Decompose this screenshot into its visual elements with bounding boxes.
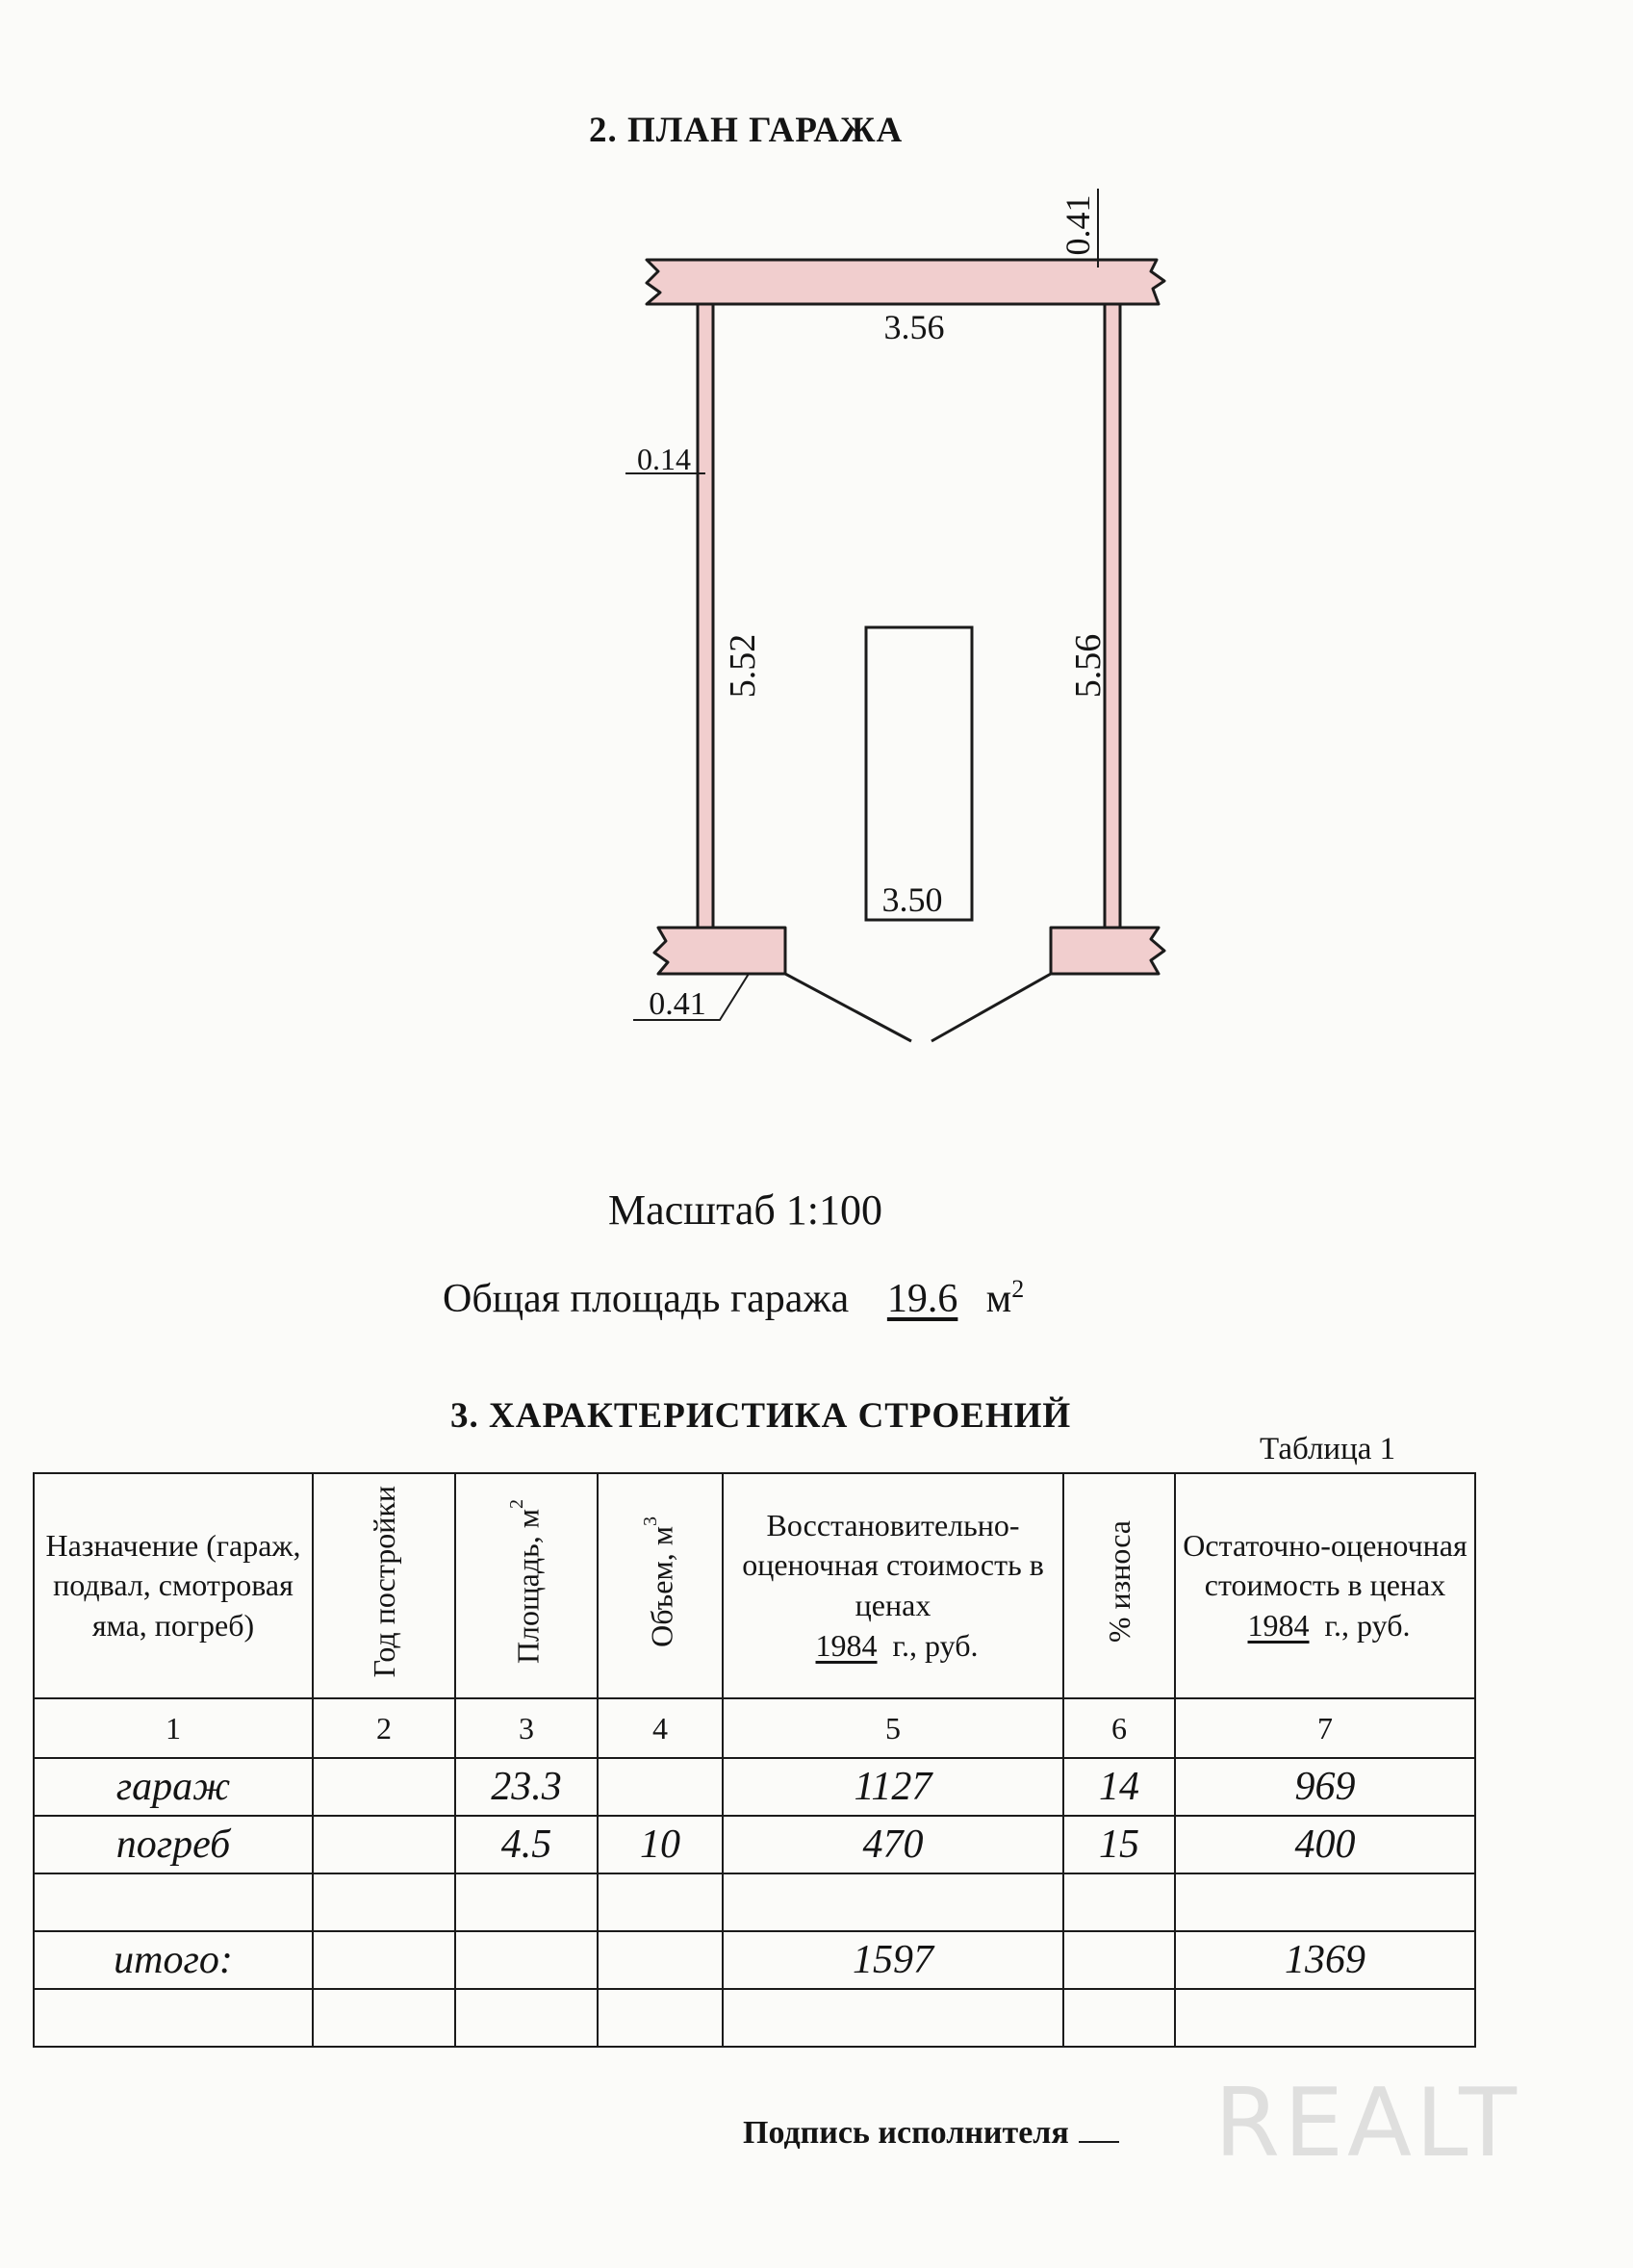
dim-front-wall-thickness: 0.41 [649,986,706,1022]
total-area-unit: м [985,1277,1012,1321]
header-area-label: Площадь, м [511,1509,547,1665]
header-restoration-suffix: г., руб. [892,1627,979,1663]
front-right-wall [1051,928,1164,974]
header-volume-text [639,1516,680,1647]
cell-year [313,1989,455,2047]
cell-wear [1063,1931,1175,1989]
cell-restoration-cost: 1127 [723,1758,1063,1816]
total-area-label: Общая площадь гаража [443,1277,850,1321]
signature-line [743,2115,1119,2152]
header-wear-text: % износа [1101,1520,1136,1644]
table-row [34,1873,1475,1931]
header-residual-cost [1175,1473,1475,1698]
column-number-row [34,1698,1475,1758]
header-purpose: Назначение (гараж, подвал, смотровая яма, погреб) [34,1473,313,1698]
column-number: 2 [313,1698,455,1758]
cell-year [313,1758,455,1816]
cell-volume: 10 [598,1816,723,1873]
column-number: 3 [455,1698,598,1758]
front-left-wall [654,928,785,974]
cell-restoration-cost [723,1989,1063,2047]
right-side-wall [1105,304,1120,928]
header-restoration-text: Восстановительно-оценочная стоимость в ценах [742,1507,1044,1622]
cell-year [313,1816,455,1873]
plan-title: 2. ПЛАН ГАРАЖА [589,111,904,150]
dim-left-length: 5.52 [723,633,763,699]
dim-side-wall-thickness: 0.14 [637,442,691,476]
header-residual-year: 1984 [1247,1607,1310,1643]
cell-area [455,1931,598,1989]
cell-volume [598,1931,723,1989]
column-number: 7 [1175,1698,1475,1758]
table-label: Таблица 1 [1260,1432,1396,1466]
cell-restoration-cost: 1597 [723,1931,1063,1989]
cell-residual-cost [1175,1989,1475,2047]
cell-wear: 14 [1063,1758,1175,1816]
cell-area: 4.5 [455,1816,598,1873]
header-area-power: 2 [506,1499,528,1510]
cell-purpose: погреб [34,1816,313,1873]
header-year-text: Год постройки [366,1486,401,1678]
header-volume-label: Объем, м [645,1526,680,1647]
cell-residual-cost: 969 [1175,1758,1475,1816]
signature-blank [1079,2141,1119,2143]
table-row [34,1758,1475,1816]
cell-area: 23.3 [455,1758,598,1816]
cell-area [455,1873,598,1931]
header-wear [1063,1473,1175,1698]
header-residual-text: Остаточно-оценочная стоимость в ценах [1183,1527,1467,1603]
door-right-leaf [931,974,1051,1041]
column-number: 4 [598,1698,723,1758]
cell-residual-cost: 1369 [1175,1931,1475,1989]
column-number: 1 [34,1698,313,1758]
dim-inspection-pit: 3.50 [881,880,943,919]
door-left-leaf [785,974,911,1041]
cell-restoration-cost: 470 [723,1816,1063,1873]
header-area [455,1473,598,1698]
cell-wear: 15 [1063,1816,1175,1873]
top-wall [647,260,1164,304]
header-volume [598,1473,723,1698]
header-year [313,1473,455,1698]
total-area-value: 19.6 [886,1277,958,1321]
table-row-total [34,1931,1475,1989]
header-residual-suffix: г., руб. [1324,1607,1411,1643]
cell-wear [1063,1989,1175,2047]
cell-volume [598,1758,723,1816]
cell-purpose: гараж [34,1758,313,1816]
cell-residual-cost [1175,1873,1475,1931]
cell-purpose: итого: [34,1931,313,1989]
cell-restoration-cost [723,1873,1063,1931]
characteristics-title: 3. ХАРАКТЕРИСТИКА СТРОЕНИЙ [450,1396,1072,1436]
column-number: 5 [723,1698,1063,1758]
column-number: 6 [1063,1698,1175,1758]
table-row [34,1816,1475,1873]
cell-wear [1063,1873,1175,1931]
dim-right-length: 5.56 [1068,633,1109,699]
realt-watermark-logo: REALT [1214,2069,1521,2179]
total-area-unit-power: 2 [1011,1275,1025,1303]
table-row [34,1989,1475,2047]
characteristics-table [33,1472,1476,2048]
header-area-text [505,1499,547,1664]
dim-top-wall-thickness: 0.41 [1059,194,1097,256]
cell-purpose [34,1873,313,1931]
header-restoration-cost [723,1473,1063,1698]
inspection-pit [866,627,972,920]
total-area-line [443,1275,1024,1322]
left-side-wall [698,304,713,928]
cell-area [455,1989,598,2047]
signature-label: Подпись исполнителя [743,2115,1069,2151]
header-volume-power: 3 [640,1516,662,1527]
cell-year [313,1931,455,1989]
cell-volume [598,1989,723,2047]
cell-volume [598,1873,723,1931]
cell-year [313,1873,455,1931]
cell-purpose [34,1989,313,2047]
cell-residual-cost: 400 [1175,1816,1475,1873]
dim-inner-width: 3.56 [883,308,945,346]
table-header-row [34,1473,1475,1698]
scale-text: Масштаб 1:100 [608,1186,882,1234]
header-restoration-year: 1984 [815,1627,878,1663]
